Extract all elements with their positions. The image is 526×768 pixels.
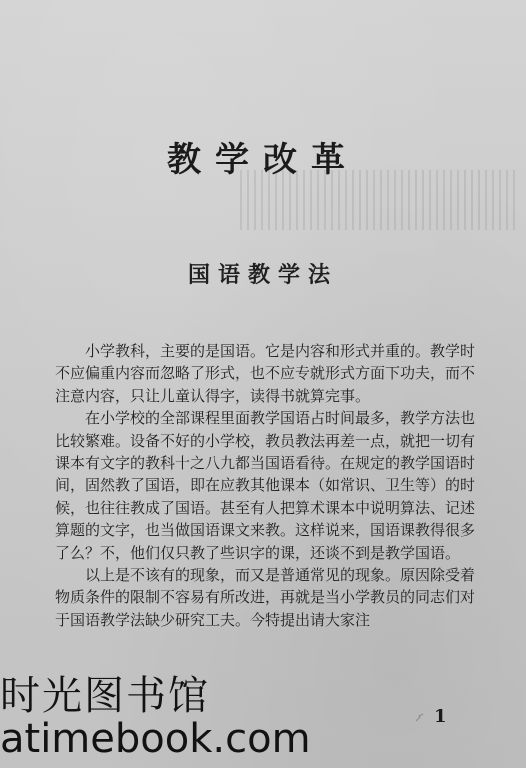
paragraph-2: 在小学校的全部课程里面教学国语占时间最多，教学方法也比较繁难。设备不好的小学校，教员教法再差一点，就把一切有课本有文字的教科十之八九都当国语看待。在规定的教学国语时间，固然教了国语，即在应教其他课本（如常识、卫生等）的时候，也往往教成了国语。甚至有人把算术课本中说明算法、记述算题的文字，也当做国语课文来教。这样说来，国语课教得很多了么？不，他们仅只教了些识字的课，还谈不到是教学国语。 bbox=[55, 409, 476, 562]
page-number: 1 bbox=[434, 706, 447, 727]
watermark-chinese: 时光图书馆 bbox=[0, 673, 210, 719]
section-subtitle: 国语教学法 bbox=[187, 262, 338, 288]
page-title: 教学改革 bbox=[167, 140, 359, 180]
watermark-english: atimebook.com bbox=[0, 716, 311, 762]
paragraph-3: 以上是不该有的现象，而又是普通常见的现象。原因除受着物质条件的限制不容易有所改进，再就是当小学教员的同志们对于国语教学法缺少研究工夫。今特提出请大家注 bbox=[55, 566, 476, 629]
paragraph-1: 小学教科，主要的是国语。它是内容和形式并重的。教学时不应偏重内容而忽略了形式，也不应专就形式方面下功夫，而不注意内容，只让儿童认得字，读得书就算完事。 bbox=[55, 342, 476, 405]
body-text bbox=[55, 340, 475, 631]
